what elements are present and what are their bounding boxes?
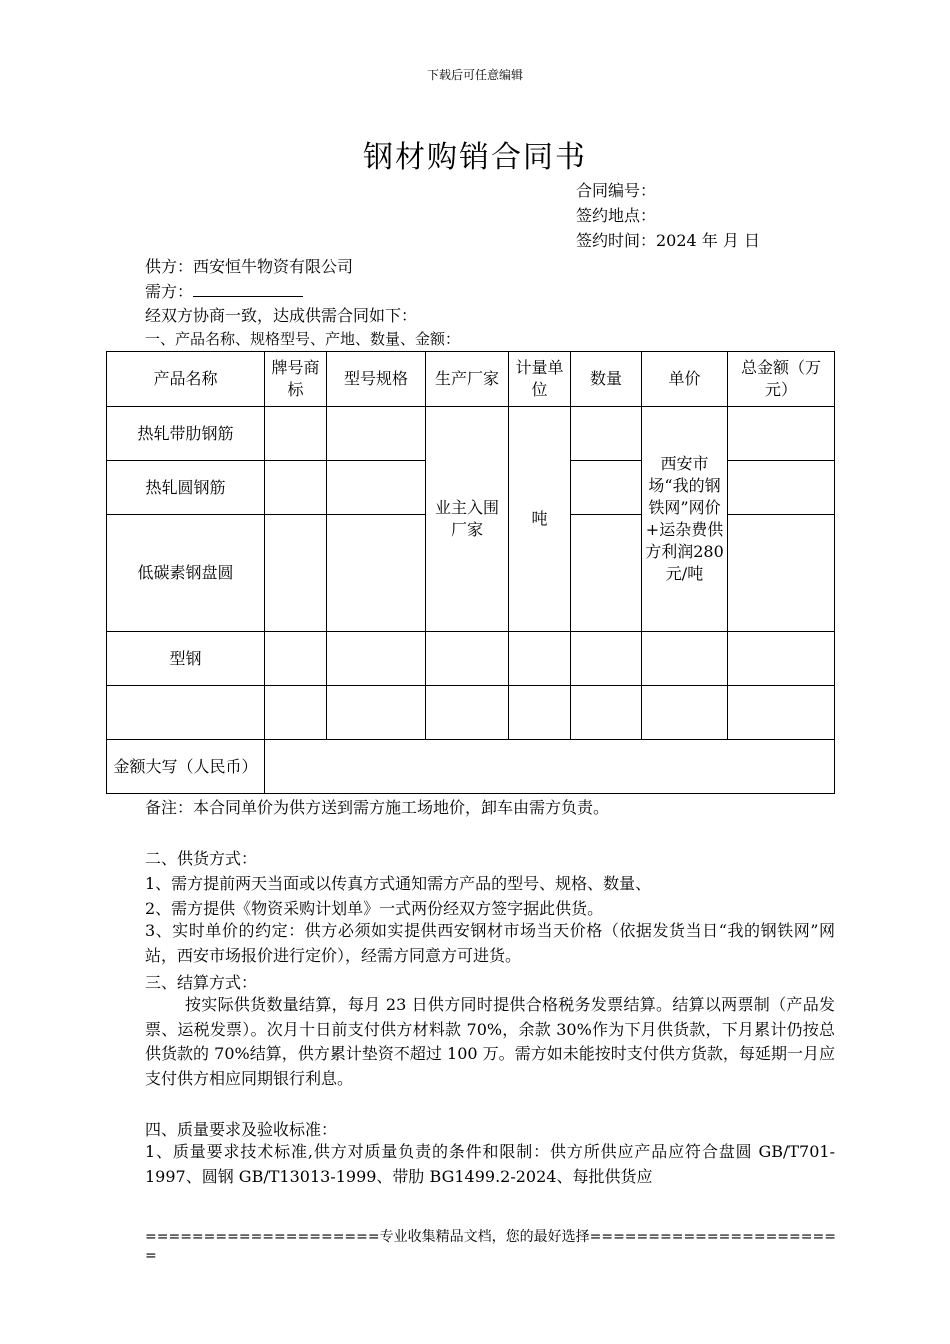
sign-time: 签约时间：2024 年 月 日 xyxy=(576,231,760,250)
unit-price-cell: 西安市场“我的钢铁网”网价+运杂费供方利润280元/吨 xyxy=(642,407,728,632)
product-name xyxy=(107,686,265,740)
header-cell: 单价 xyxy=(642,352,728,407)
sign-place: 签约地点： xyxy=(576,206,657,225)
section2-item2: 2、需方提供《物资采购计划单》一式两份经双方签字据此供货。 xyxy=(145,899,604,918)
product-name: 热轧圆钢筋 xyxy=(107,461,265,515)
table-header-row xyxy=(107,352,835,407)
product-name: 低碳素钢盘圆 xyxy=(107,515,265,632)
header-cell: 计量单位 xyxy=(509,352,571,407)
header-cell: 数量 xyxy=(571,352,642,407)
document-title: 钢材购销合同书 xyxy=(363,140,587,175)
section3-title: 三、结算方式： xyxy=(145,973,258,992)
table-row xyxy=(107,686,835,740)
contract-number: 合同编号： xyxy=(576,181,657,200)
header-cell: 型号规格 xyxy=(327,352,426,407)
header-cell: 牌号商标 xyxy=(265,352,327,407)
product-name: 型钢 xyxy=(107,632,265,686)
total-label: 金额大写（人民币） xyxy=(107,740,265,794)
total-row xyxy=(107,740,835,794)
header-cell: 生产厂家 xyxy=(426,352,509,407)
download-note: 下载后可任意编辑 xyxy=(426,68,523,82)
section2-title: 二、供货方式： xyxy=(145,849,258,868)
buyer-label: 需方： xyxy=(145,282,194,301)
table-row xyxy=(107,407,835,461)
footer-banner-end: = xyxy=(145,1248,157,1264)
section2-item1: 1、需方提前两天当面或以传真方式通知需方产品的型号、规格、数量、 xyxy=(145,874,652,893)
unit-cell: 吨 xyxy=(509,407,571,632)
section4-item1: 1、质量要求技术标准,供方对质量负责的条件和限制：供方所供应产品应符合盘圆 GB/T701-1997、圆钢 GB/T13013-1999、带肋 BG1499.2-2024、每批供货应 xyxy=(145,1142,835,1186)
footer-banner: ====================专业收集精品文档，您的最好选择===================== xyxy=(145,1229,836,1245)
intro: 经双方协商一致，达成供需合同如下： xyxy=(145,306,418,325)
buyer xyxy=(145,279,303,302)
product-table xyxy=(106,351,835,794)
section3-body: 按实际供货数量结算，每月 23 日供方同时提供合格税务发票结算。结算以两票制（产品发票、运税发票）。次月十日前支付供方材料款 70%，余款 30%作为下月供货款，下月累计仍按总供货款的 70%结算，供方累计垫资不超过 100 万。需方如未能按时支付供方货款，每延期一月应支付供方相应同期银行利息。 xyxy=(145,995,835,1088)
supplier: 供方：西安恒牛物资有限公司 xyxy=(145,257,354,276)
section1-title: 一、产品名称、规格型号、产地、数量、金额： xyxy=(145,330,461,348)
remark: 备注：本合同单价为供方送到需方施工场地价，卸车由需方负责。 xyxy=(145,798,610,817)
section4-title: 四、质量要求及验收标准： xyxy=(145,1120,338,1139)
section2-item3: 3、实时单价的约定：供方必须如实提供西安钢材市场当天价格（依据发货当日“我的钢铁网”网站，西安市场报价进行定价），经需方同意方可进货。 xyxy=(145,921,835,965)
manufacturer-cell: 业主入围厂家 xyxy=(426,407,509,632)
product-name: 热轧带肋钢筋 xyxy=(107,407,265,461)
buyer-blank xyxy=(193,282,303,297)
header-cell: 产品名称 xyxy=(107,352,265,407)
table-row xyxy=(107,632,835,686)
header-cell: 总金额（万元） xyxy=(728,352,835,407)
total-amount-cell xyxy=(265,740,835,794)
